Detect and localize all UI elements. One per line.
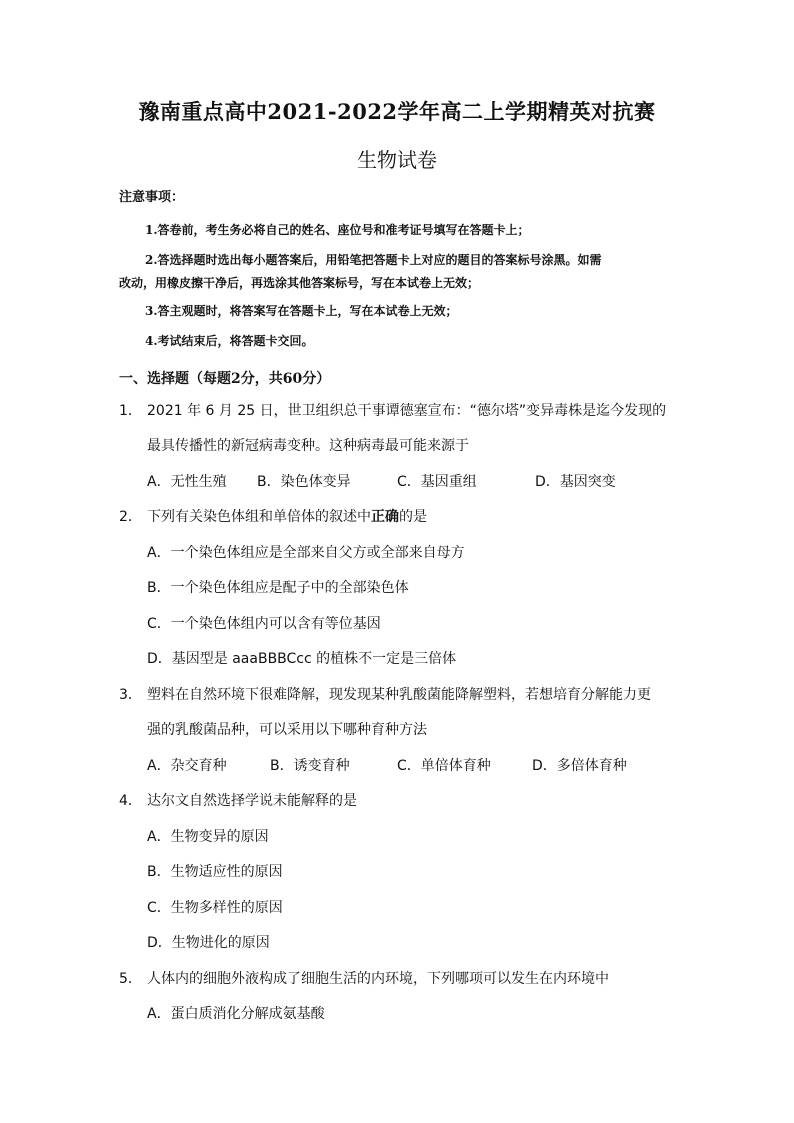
question-stem: 下列有关染色体组和单倍体的叙述中正确的是 — [147, 509, 427, 525]
question-stem: 2021 年 6 月 25 日，世卫组织总干事谭德塞宣布：“德尔塔”变异毒株是迄今发现的 — [147, 403, 667, 419]
option: D．基因突变 — [535, 474, 616, 490]
question-number: 4． — [119, 793, 142, 809]
option: D．多倍体育种 — [532, 758, 627, 774]
notice-item-2-cont: 改动，用橡皮擦干净后，再选涂其他答案标号，写在本试卷上无效； — [119, 276, 480, 290]
option: C．一个染色体组内可以含有等位基因 — [147, 616, 381, 632]
question-number: 2． — [119, 509, 142, 525]
option: A．生物变异的原因 — [147, 829, 269, 845]
exam-subtitle: 生物试卷 — [357, 148, 437, 172]
option: A．无性生殖 — [147, 474, 227, 490]
notice-heading: 注意事项： — [119, 190, 185, 205]
option: D．生物进化的原因 — [147, 935, 270, 951]
option: A．蛋白质消化分解成氨基酸 — [147, 1006, 325, 1022]
option: C．单倍体育种 — [397, 758, 491, 774]
notice-item-1: 1.答卷前，考生务必将自己的姓名、座位号和准考证号填写在答题卡上； — [145, 223, 530, 237]
option: B．生物适应性的原因 — [147, 864, 283, 880]
question-stem-cont: 最具传播性的新冠病毒变种。这种病毒最可能来源于 — [147, 438, 469, 454]
option: A．一个染色体组应是全部来自父方或全部来自母方 — [147, 545, 465, 561]
question-stem-cont: 强的乳酸菌品种，可以采用以下哪种育种方法 — [147, 722, 427, 738]
notice-item-4: 4.考试结束后，将答题卡交回。 — [145, 334, 314, 348]
question-stem: 达尔文自然选择学说未能解释的是 — [147, 793, 357, 809]
option: B．染色体变异 — [257, 474, 351, 490]
question-number: 1． — [119, 403, 142, 419]
notice-item-2: 2.答选择题时选出每小题答案后，用铅笔把答题卡上对应的题目的答案标号涂黑。如需 改动，用橡皮擦干净后，再选涂其他答案标号，写在本试卷上无效； — [119, 249, 679, 295]
notice-item-3: 3.答主观题时，将答案写在答题卡上，写在本试卷上无效； — [145, 304, 458, 318]
option: C．生物多样性的原因 — [147, 900, 283, 916]
option: C．基因重组 — [397, 474, 477, 490]
question-stem: 塑料在自然环境下很难降解，现发现某种乳酸菌能降解塑料，若想培育分解能力更 — [147, 687, 651, 703]
question-number: 5． — [119, 971, 142, 987]
question-stem: 人体内的细胞外液构成了细胞生活的内环境，下列哪项可以发生在内环境中 — [147, 971, 609, 987]
option: B．诱变育种 — [270, 758, 350, 774]
option: B．一个染色体组应是配子中的全部染色体 — [147, 580, 409, 596]
section-heading: 一、选择题（每题2分，共60分） — [119, 371, 331, 387]
question-number: 3． — [119, 687, 142, 703]
option: D．基因型是 aaaBBBCcc 的植株不一定是三倍体 — [147, 651, 457, 667]
option: A．杂交育种 — [147, 758, 227, 774]
exam-title: 豫南重点高中2021-2022学年高二上学期精英对抗赛 — [138, 99, 656, 124]
